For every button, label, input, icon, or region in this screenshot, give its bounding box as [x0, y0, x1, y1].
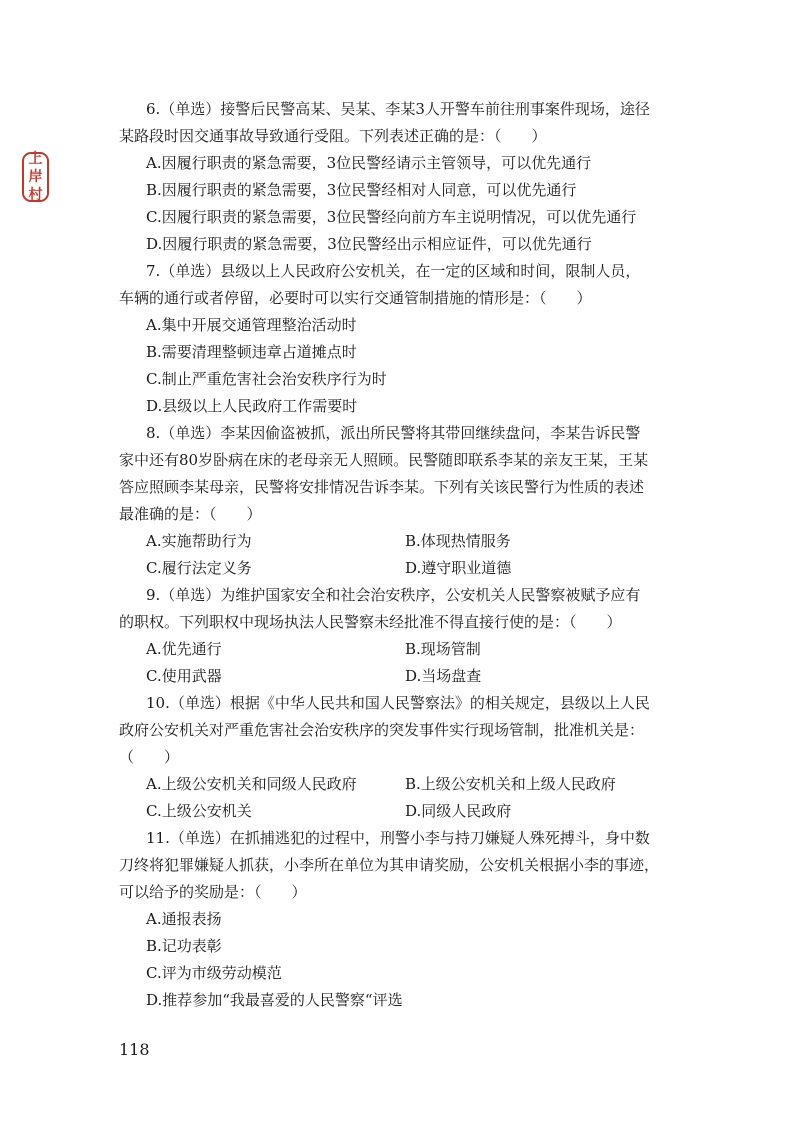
seal-logo — [22, 152, 49, 202]
question-text: 刀终将犯罪嫌疑人抓获，小李所在单位为其申请奖励，公安机关根据小李的事迹， — [119, 856, 660, 874]
answer-option: D.县级以上人民政府工作需要时 — [146, 397, 358, 415]
question-text: 9.（单选）为维护国家安全和社会治安秩序，公安机关人民警察被赋予应有 — [146, 586, 641, 604]
question-text: 6.（单选）接警后民警高某、吴某、李某3人开警车前往刑事案件现场，途径 — [146, 100, 650, 118]
seal-char: 上 — [28, 151, 43, 167]
question-text: 8.（单选）李某因偷盗被抓，派出所民警将其带回继续盘问，李某告诉民警 — [146, 424, 641, 442]
question-10 — [119, 690, 687, 825]
question-9 — [119, 582, 687, 690]
question-text: 车辆的通行或者停留，必要时可以实行交通管制措施的情形是：（ ） — [119, 289, 592, 307]
question-text: 家中还有80岁卧病在床的老母亲无人照顾。民警随即联系李某的亲友王某，王某 — [119, 451, 649, 469]
page-content — [119, 96, 687, 1014]
answer-option: D.因履行职责的紧急需要，3位民警经出示相应证件，可以优先通行 — [146, 235, 592, 253]
seal-char: 村 — [28, 187, 43, 203]
answer-option: B.现场管制 — [405, 640, 481, 658]
question-text: 政府公安机关对严重危害社会治安秩序的突发事件实行现场管制，批准机关是： — [119, 721, 645, 739]
answer-option: A.优先通行 — [146, 640, 222, 658]
question-text: 答应照顾李某母亲，民警将安排情况告诉李某。下列有关该民警行为性质的表述 — [119, 478, 645, 496]
answer-option: B.上级公安机关和上级人民政府 — [405, 775, 616, 793]
answer-option: B.需要清理整顿违章占道摊点时 — [146, 343, 357, 361]
options-row — [119, 555, 687, 582]
answer-option: C.制止严重危害社会治安秩序行为时 — [146, 370, 387, 388]
answer-option: C.履行法定义务 — [146, 559, 252, 577]
options-row — [119, 798, 687, 825]
answer-option: C.上级公安机关 — [146, 802, 252, 820]
seal-char: 岸 — [28, 169, 43, 185]
answer-option: B.记功表彰 — [146, 937, 222, 955]
question-8 — [119, 420, 687, 582]
options-row — [119, 663, 687, 690]
answer-option: C.评为市级劳动模范 — [146, 964, 282, 982]
answer-option: C.因履行职责的紧急需要，3位民警经向前方车主说明情况，可以优先通行 — [146, 208, 637, 226]
question-text: 的职权。下列职权中现场执法人民警察未经批准不得直接行使的是：（ ） — [119, 613, 622, 631]
page-number: 118 — [119, 1040, 150, 1059]
answer-option: C.使用武器 — [146, 667, 222, 685]
question-text: 11.（单选）在抓捕逃犯的过程中，刑警小李与持刀嫌疑人殊死搏斗，身中数 — [146, 829, 650, 847]
question-6 — [119, 96, 687, 258]
answer-option: B.因履行职责的紧急需要，3位民警经相对人同意，可以优先通行 — [146, 181, 577, 199]
question-text: 最准确的是：（ ） — [119, 505, 262, 523]
answer-option: D.推荐参加“我最喜爱的人民警察“评选 — [146, 991, 403, 1009]
question-text: 可以给予的奖励是：（ ） — [119, 883, 307, 901]
answer-option: A.集中开展交通管理整治活动时 — [146, 316, 357, 334]
options-row — [119, 771, 687, 798]
question-text: 某路段时因交通事故导致通行受阻。下列表述正确的是：（ ） — [119, 127, 547, 145]
question-text: （ ） — [119, 748, 180, 766]
options-row — [119, 528, 687, 555]
answer-option: A.因履行职责的紧急需要，3位民警经请示主管领导，可以优先通行 — [146, 154, 592, 172]
answer-option: A.实施帮助行为 — [146, 532, 252, 550]
answer-option: B.体现热情服务 — [405, 532, 511, 550]
answer-option: A.通报表扬 — [146, 910, 222, 928]
answer-option: D.同级人民政府 — [405, 802, 512, 820]
question-text: 7.（单选）县级以上人民政府公安机关，在一定的区域和时间，限制人员， — [146, 262, 641, 280]
question-11 — [119, 825, 687, 1014]
answer-option: D.遵守职业道德 — [405, 559, 512, 577]
answer-option: D.当场盘查 — [405, 667, 482, 685]
options-row — [119, 636, 687, 663]
question-7 — [119, 258, 687, 420]
question-text: 10.（单选）根据《中华人民共和国人民警察法》的相关规定，县级以上人民 — [146, 694, 650, 712]
answer-option: A.上级公安机关和同级人民政府 — [146, 775, 357, 793]
